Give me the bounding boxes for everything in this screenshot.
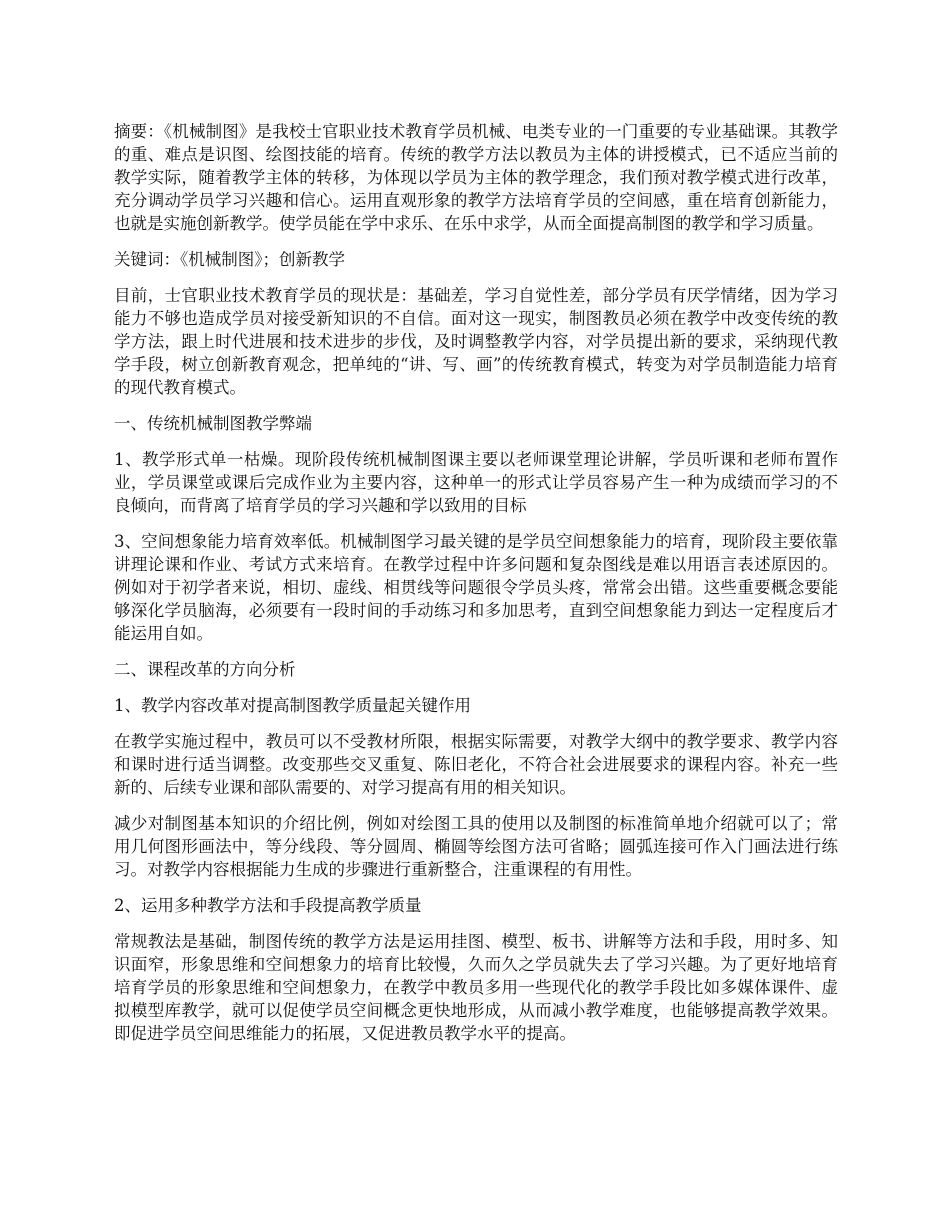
section-2-paragraph-3: 常规教法是基础，制图传统的教学方法是运用挂图、模型、板书、讲解等方法和手段，用时多、知识面窄，形象思维和空间想象力的培育比较慢，久而久之学员就失去了学习兴趣。为了更好地培育培育学员的形象思维和空间想象力，在教学中教员多用一些现代化的教学手段比如多媒体课件、虚拟模型库教学，就可以促使学员空间概念更快地形成，从而减小教学难度，也能够提高教学效果。即促进学员空间思维能力的拓展，又促进教员教学水平的提高。 bbox=[114, 932, 838, 1043]
section-1-paragraph-1: 1、教学形式单一枯燥。现阶段传统机械制图课主要以老师课堂理论讲解，学员听课和老师布置作业，学员课堂或课后完成作业为主要内容，这种单一的形式让学员容易产生一种为成绩而学习的不良倾向，而背离了培育学员的学习兴趣和学以致用的目标 bbox=[114, 450, 838, 515]
intro-paragraph: 目前，士官职业技术教育学员的现状是：基础差，学习自觉性差，部分学员有厌学情绪，因为学习能力不够也造成学员对接受新知识的不自信。面对这一现实，制图教员必须在教学中改变传统的教学方法，跟上时代进展和技术进步的步伐，及时调整教学内容，对学员提出新的要求，采纳现代教学手段，树立创新教育观念，把单纯的“讲、写、画”的传统教育模式，转变为对学员制造能力培育的现代教育模式。 bbox=[114, 286, 838, 397]
section-2-subheading-2: 2、运用多种教学方法和手段提高教学质量 bbox=[114, 896, 422, 915]
keywords-line: 关键词：《机械制图》；创新教学 bbox=[114, 250, 345, 269]
document-body bbox=[114, 120, 838, 1058]
section-2-heading: 二、课程改革的方向分析 bbox=[114, 660, 296, 679]
section-1-paragraph-2: 3、空间想象能力培育效率低。机械制图学习最关键的是学员空间想象能力的培育，现阶段主要依靠讲理论课和作业、考试方式来培育。在教学过程中许多问题和复杂图线是难以用语言表述原因的。例如对于初学者来说，相切、虚线、相贯线等问题很令学员头疼，常常会出错。这些重要概念要能够深化学员脑海，必须要有一段时间的手动练习和多加思考，直到空间想象能力到达一定程度后才能运用自如。 bbox=[114, 532, 838, 643]
section-2-subheading-1: 1、教学内容改革对提高制图教学质量起关键作用 bbox=[114, 696, 471, 715]
section-2-paragraph-2: 减少对制图基本知识的介绍比例，例如对绘图工具的使用以及制图的标准简单地介绍就可以了；常用几何图形画法中，等分线段、等分圆周、椭圆等绘图方法可省略；圆弧连接可作入门画法进行练习。对教学内容根据能力生成的步骤进行重新整合，注重课程的有用性。 bbox=[114, 814, 838, 879]
section-2-paragraph-1: 在教学实施过程中，教员可以不受教材所限，根据实际需要，对教学大纲中的教学要求、教学内容和课时进行适当调整。改变那些交叉重复、陈旧老化，不符合社会进展要求的课程内容。补充一些新的、后续专业课和部队需要的、对学习提高有用的相关知识。 bbox=[114, 732, 838, 797]
section-1-heading: 一、传统机械制图教学弊端 bbox=[114, 414, 312, 433]
abstract-paragraph: 摘要：《机械制图》是我校士官职业技术教育学员机械、电类专业的一门重要的专业基础课。其教学的重、难点是识图、绘图技能的培育。传统的教学方法以教员为主体的讲授模式，已不适应当前的教学实际，随着教学主体的转移，为体现以学员为主体的教学理念，我们预对教学模式进行改革，充分调动学员学习兴趣和信心。运用直观形象的教学方法培育学员的空间感，重在培育创新能力，也就是实施创新教学。使学员能在学中求乐、在乐中求学，从而全面提高制图的教学和学习质量。 bbox=[114, 122, 838, 233]
